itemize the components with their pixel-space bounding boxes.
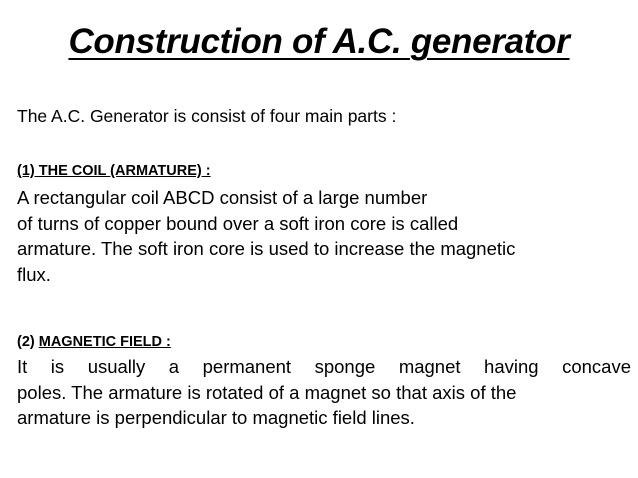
body-line: It is usually a permanent sponge magnet having concave: [17, 356, 631, 377]
body-line: A rectangular coil ABCD consist of a large number: [17, 187, 428, 208]
slide-title: Construction of A.C. generator: [68, 22, 570, 61]
heading-number: (2): [17, 334, 39, 350]
heading-label: MAGNETIC FIELD :: [38, 334, 171, 350]
section-body-coil: [17, 185, 631, 287]
body-line: armature. The soft iron core is used to increase the magnetic: [17, 238, 516, 259]
intro-text: The A.C. Generator is consist of four main parts :: [17, 106, 397, 126]
body-line: of turns of copper bound over a soft iron core is called: [17, 212, 459, 234]
body-line: flux.: [17, 263, 51, 285]
body-line: armature is perpendicular to magnetic field lines.: [17, 407, 415, 428]
section-heading-coil: (1) THE COIL (ARMATURE) :: [17, 163, 211, 179]
section-heading-magnetic-field: [17, 334, 171, 350]
body-line: poles. The armature is rotated of a magnet so that axis of the: [17, 381, 517, 403]
section-body-magnetic-field: [17, 354, 631, 431]
